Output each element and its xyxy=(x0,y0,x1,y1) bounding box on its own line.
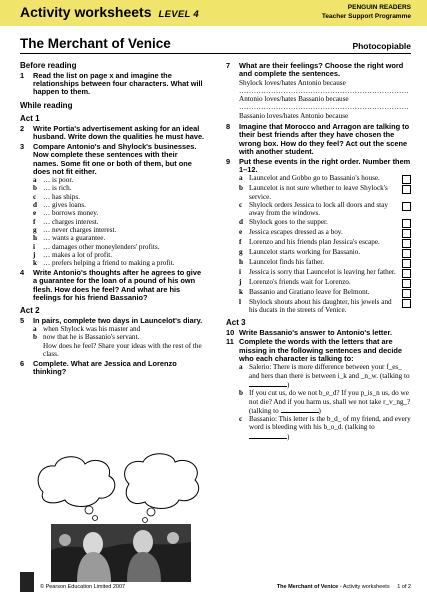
publisher-label xyxy=(322,4,411,21)
item-text: … has ships. xyxy=(43,192,80,201)
question-text: Put these events in the right order. Number them 1–12. xyxy=(239,156,411,175)
order-checkbox[interactable] xyxy=(402,175,411,184)
header-bar xyxy=(0,0,427,26)
order-checkbox[interactable] xyxy=(402,279,411,288)
item-letter: c xyxy=(33,192,37,201)
item-letter: c xyxy=(239,415,243,424)
question-9 xyxy=(226,158,411,175)
item-letter: h xyxy=(239,257,243,266)
list-item xyxy=(20,259,205,267)
close-paren: ) xyxy=(318,406,321,415)
answer-line: …………………………………………………………… xyxy=(239,86,409,95)
question-number: 2 xyxy=(20,123,25,133)
copyright: © Pearson Education Limited 2007 xyxy=(40,584,126,590)
item-letter: i xyxy=(33,242,35,251)
item-text: Jessica is sorry that Launcelot is leaving her father. xyxy=(249,267,396,276)
question-text: In pairs, complete two days in Launcelot's diary. xyxy=(33,315,203,325)
order-checkbox[interactable] xyxy=(402,185,411,194)
list-item xyxy=(226,174,411,184)
item-text: now that he is Bassanio's servant. xyxy=(43,333,140,342)
question-text: Write Portia's advertisement asking for an ideal husband. Write down the qualities he must have. xyxy=(33,123,205,142)
footer-doc-rest: - Activity worksheets xyxy=(338,584,390,590)
question-number: 10 xyxy=(226,327,235,337)
question-5 xyxy=(20,317,205,325)
order-checkbox[interactable] xyxy=(402,239,411,248)
order-checkbox[interactable] xyxy=(402,299,411,308)
footer xyxy=(20,580,411,594)
item-text: when Shylock was his master and xyxy=(43,324,141,333)
question-text: Imagine that Morocco and Arragon are talking to their best friends after they have chosen the wrong box. How do they feel? Act out the scene with another student. xyxy=(239,122,410,156)
order-checkbox[interactable] xyxy=(402,219,411,228)
question-number: 1 xyxy=(20,70,25,80)
list-item xyxy=(226,278,411,288)
left-column xyxy=(20,58,205,376)
question-11 xyxy=(226,338,411,363)
question-text: Complete the words with the letters that are missing in the following sentences and decide who each character is talking to: xyxy=(239,337,403,364)
item-letter: e xyxy=(239,227,243,236)
question-number: 3 xyxy=(20,141,25,151)
sentence-line: Shylock loves/hates Antonio because xyxy=(239,78,346,87)
item-text: … charges interest. xyxy=(43,217,99,226)
item-text: … wants a guarantee. xyxy=(43,234,106,243)
figure-face xyxy=(133,530,153,554)
question-2 xyxy=(20,125,205,142)
item-text: Lorenzo's friends wait for Lorenzo. xyxy=(249,277,351,286)
header-title xyxy=(20,4,199,20)
item-text: Shylock orders Jessica to lock all doors and stay away from the windows. xyxy=(249,200,388,218)
item-letter: f xyxy=(33,217,36,226)
question-text: What are their feelings? Choose the right word and complete the sentences. xyxy=(239,61,404,79)
item-letter: g xyxy=(239,247,243,256)
list-item xyxy=(20,251,205,259)
section-heading-before: Before reading xyxy=(20,61,77,70)
question-1 xyxy=(20,72,205,97)
list-item xyxy=(226,201,411,218)
list-item xyxy=(20,234,205,242)
list-item xyxy=(20,176,205,184)
question-7 xyxy=(226,62,411,79)
order-checkbox[interactable] xyxy=(402,259,411,268)
question-text: Complete. What are Jessica and Lorenzo thinking? xyxy=(33,358,177,376)
list-item xyxy=(226,258,411,268)
title-rule xyxy=(20,53,411,54)
background-figure xyxy=(59,534,71,546)
question-text: Write Antonio's thoughts after he agrees to give a guarantee for the loan of a pound of his own flesh. How does he feel? And what are his feelings for his friend Bassanio? xyxy=(33,267,202,302)
item-text: … is rich. xyxy=(43,184,72,193)
item-text xyxy=(249,363,411,389)
order-checkbox[interactable] xyxy=(402,202,411,211)
item-letter: h xyxy=(33,234,37,243)
answer-blank[interactable] xyxy=(249,380,290,389)
question-4 xyxy=(20,269,205,302)
item-text: Launcelot is not sure whether to leave Shylock's service. xyxy=(249,184,388,201)
question-number: 6 xyxy=(20,358,25,368)
close-paren: ) xyxy=(287,432,290,441)
list-item xyxy=(226,228,411,238)
header-title-text: Activity worksheets xyxy=(20,4,152,20)
bubble-dot xyxy=(93,516,98,521)
order-checkbox[interactable] xyxy=(402,229,411,238)
item-letter: c xyxy=(239,200,243,209)
item-text: Jessica escapes dressed as a boy. xyxy=(249,227,343,236)
item-letter: k xyxy=(239,287,243,296)
sentence-line: Bassanio loves/hates Antonio because xyxy=(239,111,349,120)
order-checkbox[interactable] xyxy=(402,249,411,258)
list-item xyxy=(20,218,205,226)
item-sentence: If you cut us, do we not b_e_d? If you p_is_n us, do we not die? And if you harm us, shall we not take r_v_ng_? (talking to xyxy=(249,389,411,415)
item-letter: g xyxy=(33,225,37,234)
close-paren: ) xyxy=(287,380,290,389)
list-item xyxy=(20,243,205,251)
list-item xyxy=(20,333,205,341)
bubble-dot xyxy=(85,506,93,514)
jessica-lorenzo-illustration xyxy=(33,452,203,582)
sentence-line: Antonio loves/hates Bassanio because xyxy=(239,95,349,104)
question-8 xyxy=(226,123,411,156)
list-item xyxy=(20,226,205,234)
answer-line: …………………………………………………………… xyxy=(239,103,409,112)
photocopiable-label: Photocopiable xyxy=(352,41,411,51)
thought-bubble-right xyxy=(125,454,199,509)
item-text: Shylock goes to the supper. xyxy=(249,217,328,226)
item-letter: k xyxy=(33,259,37,268)
item-text: … never charges interest. xyxy=(43,225,117,234)
item-text: Launcelot finds his father. xyxy=(249,257,325,266)
item-text: … makes a lot of profit. xyxy=(43,250,113,259)
answer-blank[interactable] xyxy=(281,406,319,413)
question-number: 11 xyxy=(226,337,234,347)
publisher-logo xyxy=(20,572,34,592)
background-figure xyxy=(167,532,179,544)
question-3 xyxy=(20,143,205,176)
list-item xyxy=(226,248,411,258)
question-number: 9 xyxy=(226,156,231,166)
item-text: Shylock shouts about his daughter, his jewels and his ducats in the streets of Venice. xyxy=(249,297,392,314)
list-item xyxy=(20,209,205,217)
question-number: 4 xyxy=(20,267,25,277)
item-letter: a xyxy=(239,363,243,372)
item-text: … prefers helping a friend to making a profit. xyxy=(43,259,175,268)
question-text: Write Bassanio's answer to Antonio's letter. xyxy=(239,327,393,337)
item-sentence: Salerio: There is more difference between your f_es_ and hers than there is between i_k and _n_w. (talking to xyxy=(249,363,410,380)
order-checkbox[interactable] xyxy=(402,269,411,278)
list-item xyxy=(226,298,411,315)
question-number: 7 xyxy=(226,61,231,70)
item-letter: a xyxy=(33,324,37,333)
page-title: The Merchant of Venice xyxy=(20,36,171,51)
question-5-note: How does he feel? Share your ideas with the rest of the class. xyxy=(43,341,202,358)
item-text: … borrows money. xyxy=(43,209,99,218)
item-letter: a xyxy=(33,176,37,185)
question-text: Compare Antonio's and Shylock's businesses. Now complete these sentences with their names. Some fit one or both of them, but one does not fit either. xyxy=(33,141,197,176)
item-text: … damages other moneylenders' profits. xyxy=(43,242,160,251)
item-letter: b xyxy=(33,184,37,193)
list-item xyxy=(226,363,411,389)
question-3-items xyxy=(20,176,205,267)
item-text: Lorenzo and his friends plan Jessica's escape. xyxy=(249,237,380,246)
order-checkbox[interactable] xyxy=(402,289,411,298)
item-letter: d xyxy=(33,201,37,210)
list-item xyxy=(20,184,205,192)
scene-crowd xyxy=(51,542,191,582)
item-text: Launcelot starts working for Bassanio. xyxy=(249,247,361,256)
item-letter: b xyxy=(33,333,37,342)
list-item xyxy=(20,325,205,333)
list-item xyxy=(226,238,411,248)
list-item xyxy=(20,201,205,209)
list-item xyxy=(226,389,411,415)
question-number: 8 xyxy=(226,122,231,132)
question-6 xyxy=(20,360,205,377)
item-letter: j xyxy=(33,250,36,259)
bubble-dot xyxy=(143,518,148,523)
right-column xyxy=(226,58,411,441)
item-sentence: Bassanio: This letter is the b_d_ of my friend, and every word is bleeding with his b_o_d. (talking to xyxy=(249,415,411,432)
list-item xyxy=(226,288,411,298)
list-item xyxy=(226,415,411,441)
question-10 xyxy=(226,329,411,337)
item-text: … is poor. xyxy=(43,176,74,185)
item-letter: j xyxy=(239,277,242,286)
item-letter: f xyxy=(239,237,242,246)
item-text xyxy=(249,415,411,441)
item-letter: e xyxy=(33,209,37,218)
page-number: 1 of 2 xyxy=(397,584,411,590)
footer-title xyxy=(277,584,411,590)
publisher-line-1: PENGUIN READERS xyxy=(347,4,411,11)
item-text xyxy=(249,389,411,415)
act-heading: Act 2 xyxy=(20,306,40,316)
item-letter: b xyxy=(239,389,243,398)
question-number: 5 xyxy=(20,315,25,325)
footer-doc-title: The Merchant of Venice xyxy=(276,584,339,590)
level-label: LEVEL 4 xyxy=(158,9,199,20)
act-heading: Act 1 xyxy=(20,114,40,124)
act-heading: Act 3 xyxy=(226,318,246,328)
question-text: Read the list on page x and imagine the relationships between four characters. What will happen to them. xyxy=(33,70,203,97)
item-letter: i xyxy=(239,267,241,276)
list-item xyxy=(226,218,411,228)
bubble-dot xyxy=(147,508,155,516)
answer-blank[interactable] xyxy=(249,432,290,441)
item-text: Bassanio and Gratiano leave for Belmont. xyxy=(249,287,370,296)
item-letter: a xyxy=(239,174,243,183)
item-letter: d xyxy=(239,217,243,226)
list-item xyxy=(226,268,411,278)
list-item xyxy=(226,184,411,201)
item-letter: l xyxy=(239,297,241,306)
list-item xyxy=(20,193,205,201)
section-heading-while: While reading xyxy=(20,101,73,111)
publisher-line-2: Teacher Support Programme xyxy=(321,12,411,20)
item-text: … gives loans. xyxy=(43,201,86,210)
item-text: Launcelot and Gobbo go to Bassanio's house. xyxy=(249,174,380,183)
item-letter: b xyxy=(239,184,243,193)
